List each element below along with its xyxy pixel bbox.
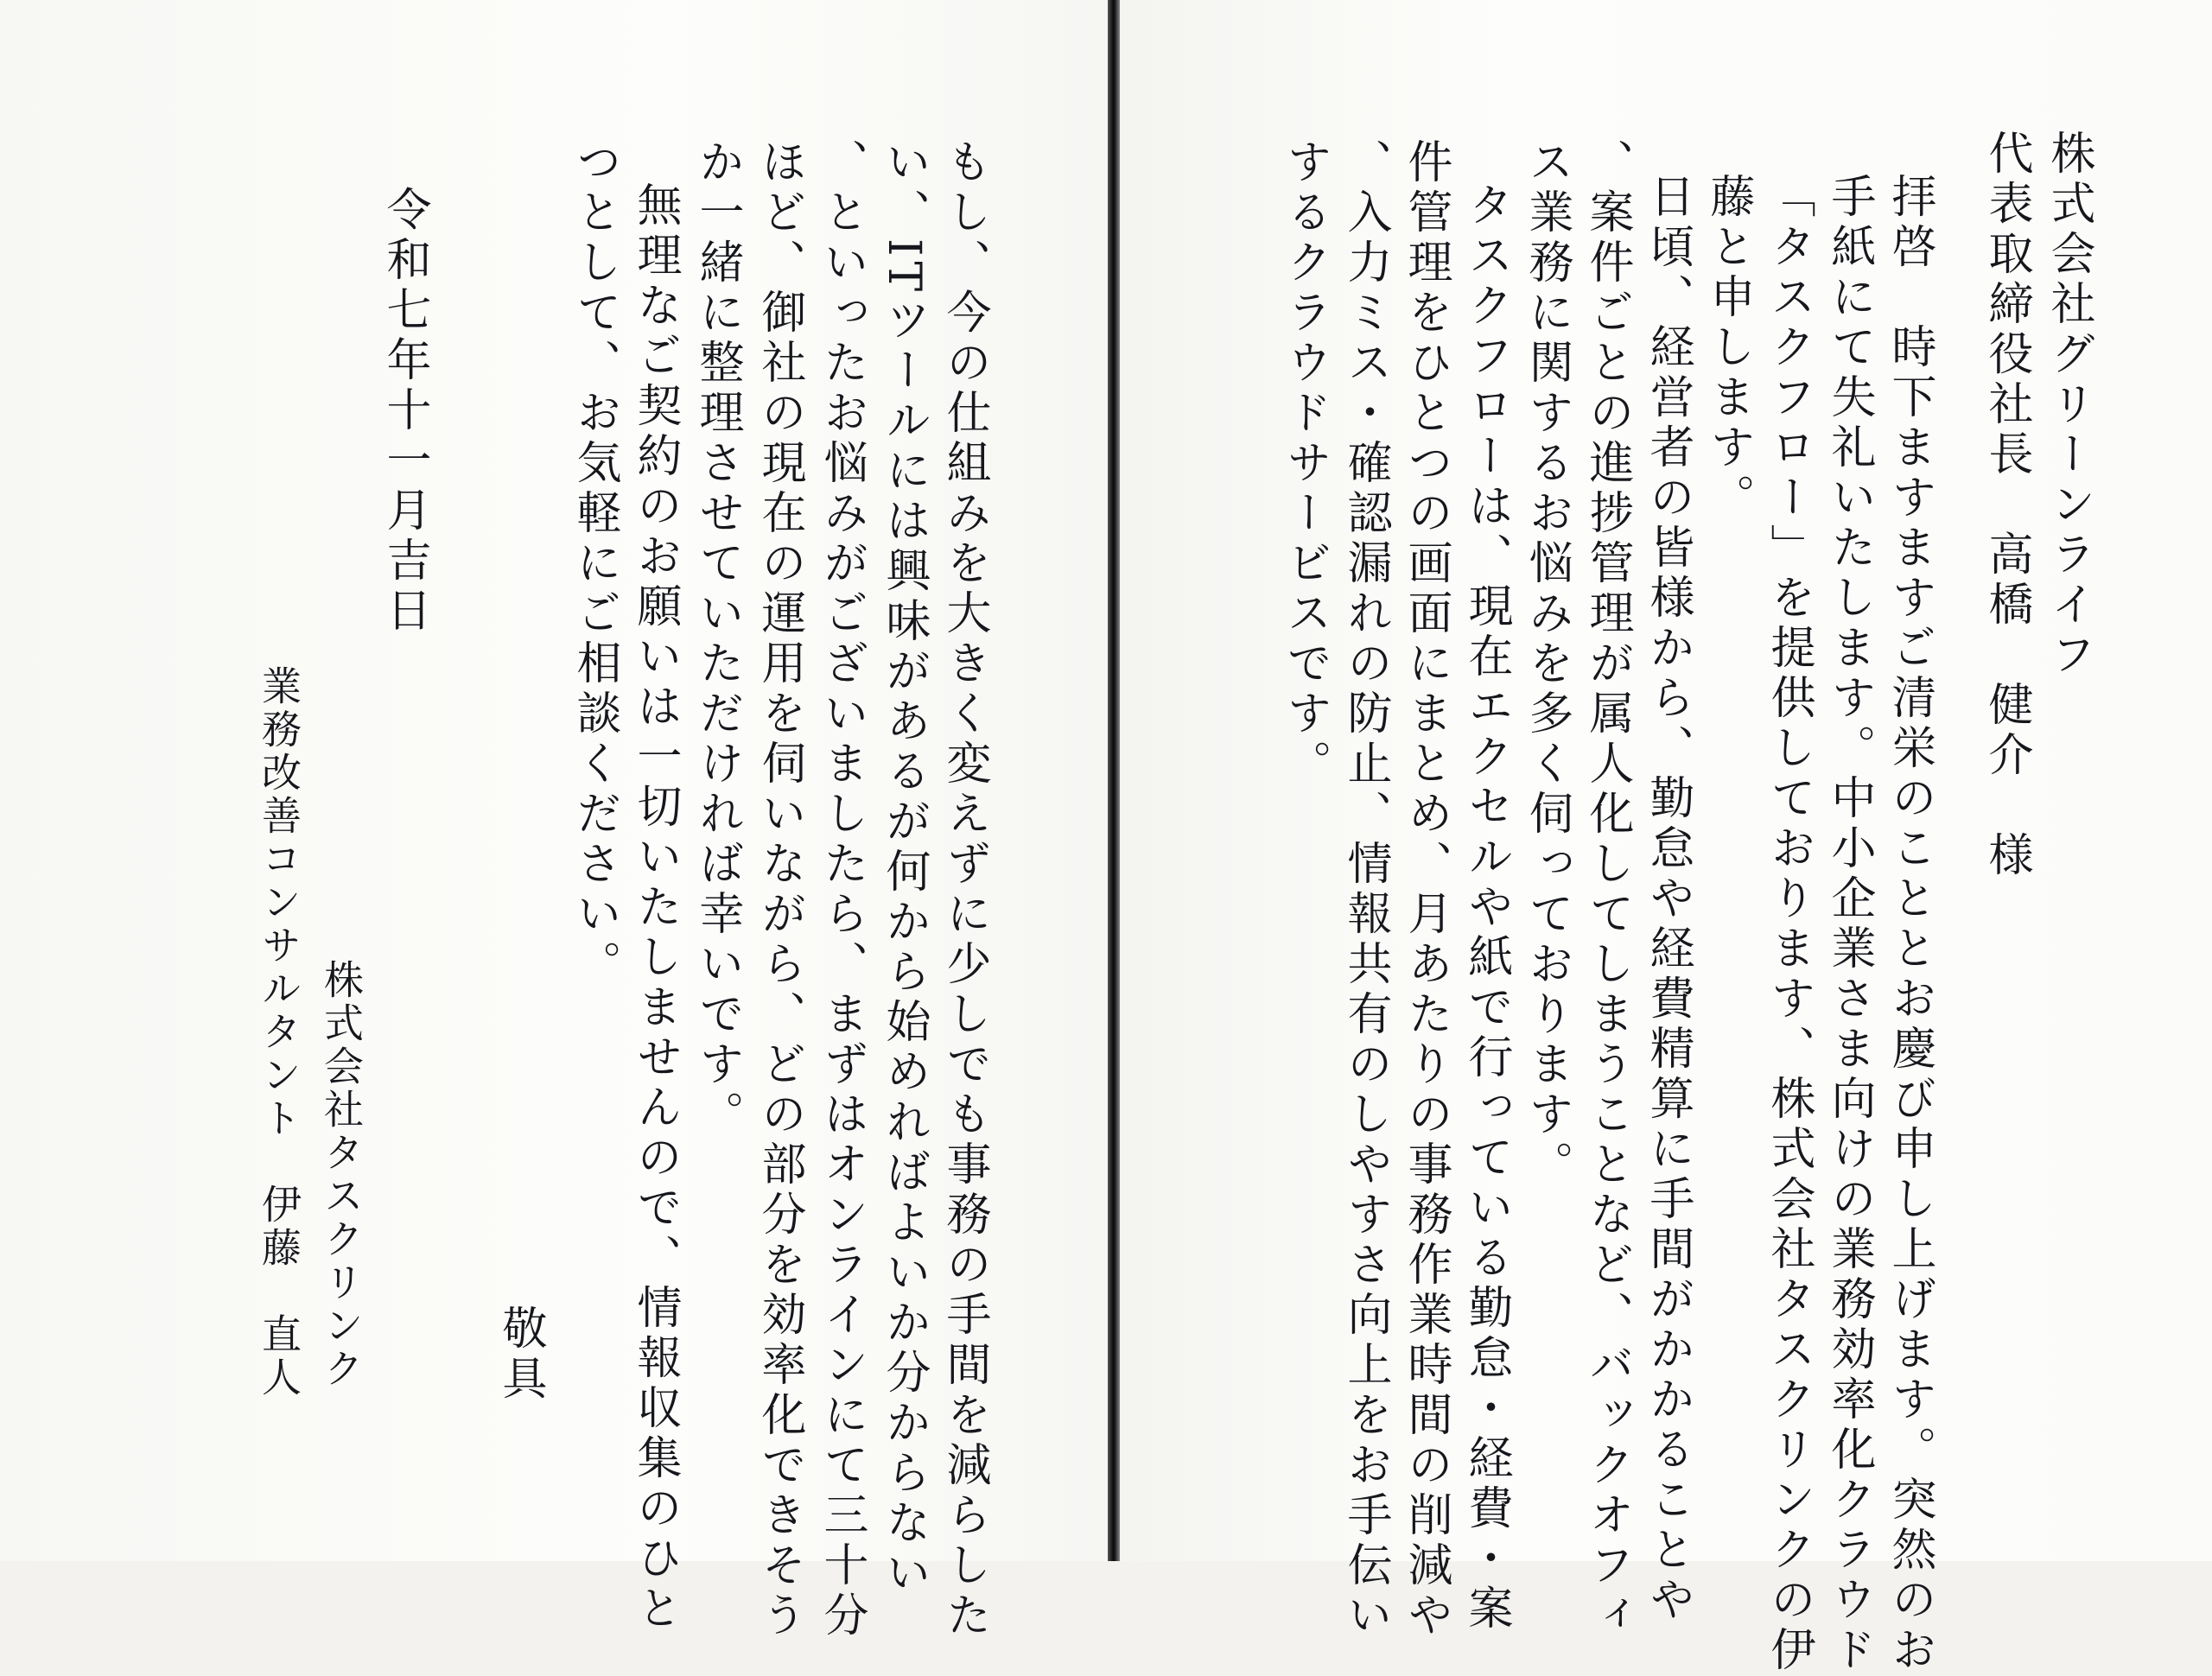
body-right-line-4: 藤と申します。 xyxy=(1702,173,1754,524)
body-left-line-7: つとして、お気軽にご相談ください。 xyxy=(569,138,620,990)
recipient-title-name: 代表取締役社長 高橋 健介 様 xyxy=(1980,130,2032,881)
sender-company: 株式会社タスクリンク xyxy=(318,959,365,1391)
right-page xyxy=(1120,0,2212,1676)
body-right-line-1: 拝啓 時下ますますご清栄のこととお慶び申し上げます。突然のお xyxy=(1884,173,1936,1676)
left-page xyxy=(0,0,1108,1641)
body-right-line-7: ス業務に関するお悩みを多く伺っております。 xyxy=(1521,138,1573,1190)
body-right-line-6: 、案件ごとの進捗管理が属人化してしまうことなど、バックオフィ xyxy=(1581,138,1633,1641)
body-left-line-4: ほど、御社の現在の運用を伺いながら、どの部分を効率化できそう xyxy=(753,138,805,1641)
body-right-line-2: 手紙にて失礼いたします。中小企業さま向けの業務効率化クラウド xyxy=(1823,173,1875,1676)
body-right-line-10: 、入力ミス・確認漏れの防止、情報共有のしやすさ向上をお手伝い xyxy=(1339,138,1391,1641)
body-right-line-5: 日頃、経営者の皆様から、勤怠や経費精算に手間がかかることや xyxy=(1642,173,1694,1626)
sender-title-name: 業務改善コンサルタント 伊藤 直人 xyxy=(256,665,302,1400)
body-right-line-11: するクラウドサービスです。 xyxy=(1279,138,1331,790)
body-left-line-1: もし、今の仕組みを大きく変えずに少しでも事務の手間を減らした xyxy=(938,138,990,1641)
page-fold xyxy=(1108,0,1120,1561)
body-right-line-3: 「タスクフロー」を提供しております、株式会社タスクリンクの伊 xyxy=(1763,173,1815,1676)
recipient-company: 株式会社グリーンライフ xyxy=(2043,130,2094,681)
body-right-line-9: 件管理をひとつの画面にまとめ、月あたりの事務作業時間の削減や xyxy=(1400,138,1452,1641)
closing-keigu: 敬具 xyxy=(494,1305,546,1405)
body-left-line-2: い、ITツールには興味があるが何から始めればよいか分からない xyxy=(878,138,930,1600)
body-left-line-6: 無理なご契約のお願いは一切いたしませんので、情報収集のひと xyxy=(629,181,681,1635)
body-left-line-5: か一緒に整理させていただければ幸いです。 xyxy=(691,138,743,1140)
body-left-line-3: 、といったお悩みがございましたら、まずはオンラインにて三十分 xyxy=(816,138,868,1641)
body-right-line-8: タスクフローは、現在エクセルや紙で行っている勤怠・経費・案 xyxy=(1460,181,1512,1635)
letter-date: 令和七年十一月吉日 xyxy=(378,186,430,637)
